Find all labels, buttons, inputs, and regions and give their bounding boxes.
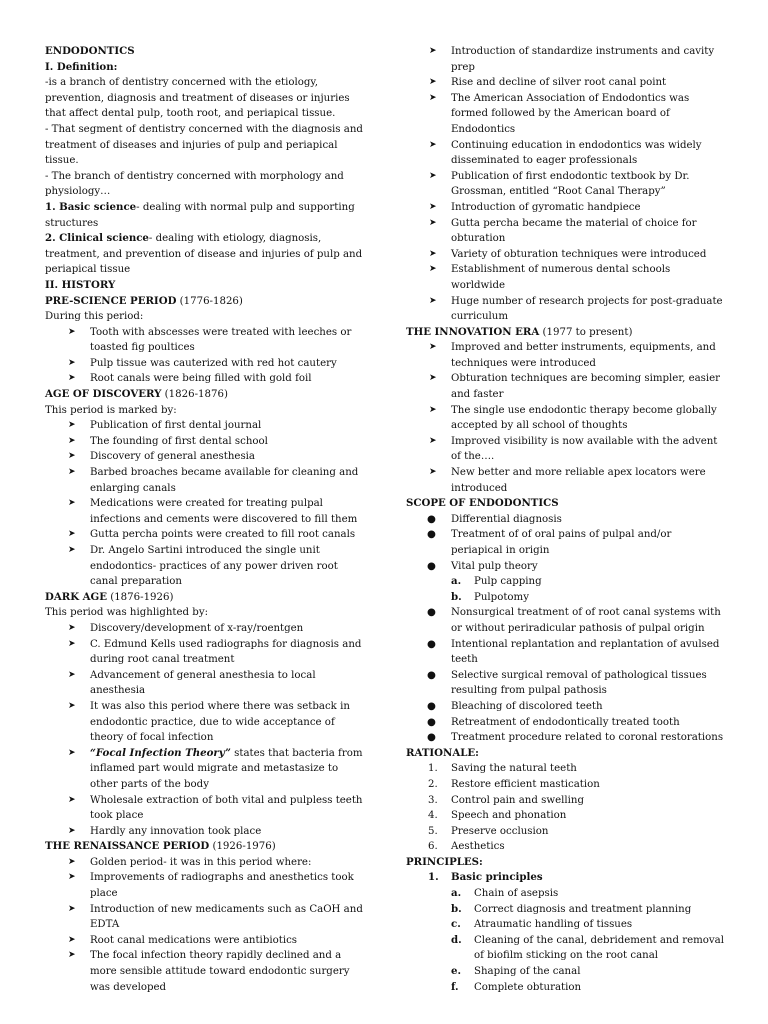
list-item: ➤ Hardly any innovation took place (45, 824, 365, 840)
list-item: ➤ Gutta percha became the material of choice for obturation (429, 217, 697, 245)
basic-science (45, 200, 365, 231)
dark-age-years: (1876-1926) (106, 591, 174, 603)
list-item: ➤ The single use endodontic therapy become globally accepted by all school of thoughts (429, 404, 717, 432)
renaissance-list (45, 855, 365, 995)
dot-bullet-icon: ● (427, 700, 436, 712)
list-item: ➤ Pulp tissue was cauterized with red hot cautery (45, 356, 365, 372)
arrow-bullet-icon: ➤ (68, 545, 76, 555)
arrow-bullet-icon: ➤ (429, 373, 437, 384)
dot-bullet-icon: ● (427, 513, 436, 525)
arrow-bullet-icon: ➤ (429, 467, 437, 478)
arrow-bullet-icon: ➤ (68, 747, 76, 758)
arrow-bullet-icon: ➤ (68, 950, 76, 961)
arrow-bullet-icon: ➤ (68, 794, 76, 805)
clinical-science (45, 231, 365, 278)
list-item: ➤ Golden period- it was in this period where: (45, 855, 365, 871)
discovery-title: AGE OF DISCOVERY (45, 388, 162, 401)
vital-pulp-sublist (406, 574, 726, 605)
list-item: ➤ Improved visibility is now available with the advent of the…. (429, 435, 718, 463)
pre-science-heading (45, 294, 365, 310)
arrow-bullet-icon: ➤ (68, 326, 76, 337)
list-item: ● Intentional replantation and replantation of avulsed teeth (427, 638, 720, 666)
rationale-heading: RATIONALE: (406, 746, 479, 759)
innovation-years: (1977 to present) (539, 326, 633, 338)
list-item: 2. Restore efficient mastication (428, 778, 600, 790)
principles-heading: PRINCIPLES: (406, 855, 483, 868)
arrow-bullet-icon: ➤ (68, 825, 76, 836)
list-item: ➤ The founding of first dental school (45, 434, 365, 450)
list-item: ➤ Tooth with abscesses were treated with leeches or toasted fig poultices (68, 326, 352, 354)
arrow-bullet-icon: ➤ (68, 903, 76, 914)
dot-bullet-icon: ● (427, 716, 436, 728)
arrow-bullet-icon: ➤ (68, 435, 76, 446)
list-item: 3. Control pain and swelling (428, 794, 584, 806)
arrow-bullet-icon: ➤ (429, 46, 437, 56)
list-item: ➤ Advancement of general anesthesia to local anesthesia (68, 669, 316, 697)
list-item: ➤ Introduction of new medicaments such as CaOH and EDTA (68, 903, 363, 931)
list-item: 6. Aesthetics (428, 841, 505, 853)
list-item: ➤ It was also this period where there was setback in endodontic practice, due to wide acceptance of theory of focal infection (68, 700, 350, 744)
arrow-bullet-icon: ➤ (68, 638, 76, 649)
list-item: c. Atraumatic handling of tissues (451, 918, 633, 931)
definition-1: -is a branch of dentistry concerned with the etiology, prevention, diagnosis and treatment of diseases or injuries that affect dental pulp, tooth root, and periapical tissue. (45, 77, 350, 120)
arrow-bullet-icon: ➤ (68, 622, 76, 633)
renaissance-list-continued (406, 44, 726, 325)
pre-science-intro: During this period: (45, 311, 144, 323)
discovery-heading (45, 387, 365, 403)
list-item: ➤ Barbed broaches became available for cleaning and enlarging canals (68, 467, 359, 494)
arrow-bullet-icon: ➤ (68, 467, 76, 478)
list-item: ➤ Dr. Angelo Sartini introduced the single unit endodontics- practices of any power driven root canal preparation (68, 545, 338, 588)
list-item: ➤ Rise and decline of silver root canal point (406, 75, 726, 91)
doc-title: ENDODONTICS (45, 45, 135, 57)
list-item: f. Complete obturation (451, 980, 582, 993)
definition-heading: I. Definition: (45, 60, 118, 73)
renaissance-years: (1926-1976) (209, 841, 276, 853)
list-item: ➤ Introduction of gyromatic handpiece (406, 200, 726, 216)
list-item: ➤ Continuing education in endodontics was widely disseminated to eager professionals (429, 139, 702, 167)
arrow-bullet-icon: ➤ (68, 357, 76, 368)
list-item: e. Shaping of the canal (451, 965, 581, 978)
renaissance-title: THE RENAISSANCE PERIOD (45, 840, 210, 853)
discovery-intro: This period is marked by: (45, 404, 177, 416)
list-item: ➤ Improved and better instruments, equipments, and techniques were introduced (429, 342, 716, 369)
list-item: ● Selective surgical removal of pathological tissues resulting from pulpal pathosis (427, 669, 707, 697)
arrow-bullet-icon: ➤ (68, 700, 76, 711)
rationale-list (406, 761, 726, 855)
clinical-science-label: 2. Clinical science (45, 232, 149, 245)
list-item: ➤ Introduction of standardize instruments and cavity prep (429, 46, 715, 73)
arrow-bullet-icon: ➤ (429, 201, 437, 212)
list-item: 5. Preserve occlusion (428, 825, 549, 837)
arrow-bullet-icon: ➤ (429, 264, 437, 275)
list-item: ➤ “Focal Infection Theory” states that bacteria from inflamed part would migrate and metastasize to other parts of the body (68, 746, 363, 790)
dark-age-intro: This period was highlighted by: (45, 607, 209, 619)
principles-list (406, 886, 726, 995)
pre-science-list (45, 325, 365, 387)
arrow-bullet-icon: ➤ (68, 529, 76, 540)
list-item: ➤ Wholesale extraction of both vital and pulpless teeth took place (68, 794, 363, 822)
list-item: ➤ Gutta percha points were created to fill root canals (45, 527, 365, 543)
arrow-bullet-icon: ➤ (429, 170, 437, 181)
list-item: ● Retreatment of endodontically treated tooth (406, 715, 726, 731)
list-item: b. Correct diagnosis and treatment planning (451, 902, 692, 915)
list-item: ➤ Publication of first dental journal (45, 418, 365, 434)
list-item: ➤ Discovery of general anesthesia (45, 449, 365, 465)
pre-science-years: (1776-1826) (176, 295, 243, 307)
dot-bullet-icon: ● (427, 669, 436, 681)
list-item: ➤ Improvements of radiographs and anesthetics took place (68, 872, 354, 900)
list-item: ➤ New better and more reliable apex locators were introduced (429, 467, 706, 494)
arrow-bullet-icon: ➤ (429, 92, 437, 103)
list-item: ➤ Publication of first endodontic textbook by Dr. Grossman, entitled “Root Canal Therapy” (429, 170, 690, 198)
list-item: ● Vital pulp theory a. Pulp capping b. Pulpotomy (406, 559, 726, 606)
arrow-bullet-icon: ➤ (68, 498, 76, 509)
arrow-bullet-icon: ➤ (68, 669, 76, 680)
right-column (406, 44, 726, 995)
arrow-bullet-icon: ➤ (429, 404, 437, 415)
list-item: ➤ Root canal medications were antibiotics (45, 933, 365, 949)
dot-bullet-icon: ● (427, 529, 436, 541)
dot-bullet-icon: ● (427, 732, 436, 744)
list-item: ➤ Discovery/development of x-ray/roentgen (45, 621, 365, 637)
list-item: ➤ Variety of obturation techniques were introduced (406, 247, 726, 263)
scope-list (406, 512, 726, 746)
arrow-bullet-icon: ➤ (68, 934, 76, 945)
dot-bullet-icon: ● (427, 607, 436, 619)
arrow-bullet-icon: ➤ (429, 248, 437, 259)
list-item: ➤ C. Edmund Kells used radiographs for diagnosis and during root canal treatment (68, 638, 362, 666)
arrow-bullet-icon: ➤ (68, 872, 76, 883)
innovation-title: THE INNOVATION ERA (406, 325, 540, 338)
discovery-list (45, 418, 365, 590)
list-item: 4. Speech and phonation (428, 810, 567, 822)
list-item: ● Differential diagnosis (406, 512, 726, 528)
list-item: ● Treatment of of oral pains of pulpal and/or periapical in origin (427, 529, 672, 556)
arrow-bullet-icon: ➤ (68, 420, 76, 431)
basic-science-label: 1. Basic science (45, 200, 137, 213)
clinical-science-text: - dealing with etiology, diagnosis, treatment, and prevention of disease and injuries of pulp and periapical tissue (45, 233, 363, 276)
dark-age-title: DARK AGE (45, 590, 107, 603)
definition-3: - The branch of dentistry concerned with morphology and physiology… (45, 170, 344, 198)
list-item: d. Cleaning of the canal, debridement and removal of biofilm sticking on the root canal (451, 933, 725, 962)
list-item: ● Bleaching of discolored teeth (406, 699, 726, 715)
pre-science-title: PRE-SCIENCE PERIOD (45, 294, 177, 307)
basic-science-text: - dealing with normal pulp and supporting structures (45, 201, 355, 229)
arrow-bullet-icon: ➤ (68, 373, 76, 384)
list-item: ➤ Obturation techniques are becoming simpler, easier and faster (429, 373, 721, 401)
list-item: ➤ The American Association of Endodontics was formed followed by the American board of Endodontics (429, 92, 690, 135)
basic-principles: 1. Basic principles (428, 871, 543, 884)
list-item: 1. Saving the natural teeth (428, 763, 577, 775)
list-item: ➤ Root canals were being filled with gold foil (45, 371, 365, 387)
innovation-heading (406, 325, 726, 341)
list-item: ➤ The focal infection theory rapidly declined and a more sensible attitude toward endodontic surgery was developed (68, 950, 350, 993)
dark-age-list (45, 621, 365, 839)
list-item: b. Pulpotomy (451, 590, 529, 603)
arrow-bullet-icon: ➤ (429, 435, 437, 446)
list-item: ● Nonsurgical treatment of of root canal systems with or without periradicular pathosis of pulpal origin (427, 607, 721, 634)
innovation-list (406, 340, 726, 496)
left-column (45, 44, 365, 995)
renaissance-heading (45, 839, 365, 855)
arrow-bullet-icon: ➤ (429, 217, 437, 228)
list-item: a. Chain of asepsis (451, 887, 559, 900)
definition-2: - That segment of dentistry concerned with the diagnosis and treatment of diseases and injuries of pulp and periapical tissue. (45, 123, 363, 167)
dot-bullet-icon: ● (427, 638, 436, 650)
scope-heading: SCOPE OF ENDODONTICS (406, 497, 559, 510)
list-item: ➤ Huge number of research projects for post-graduate curriculum (429, 295, 723, 323)
list-item: ➤ Medications were created for treating pulpal infections and cements were discovered to fill them (68, 498, 358, 525)
list-item: ➤ Establishment of numerous dental schools worldwide (429, 264, 671, 291)
arrow-bullet-icon: ➤ (429, 342, 437, 353)
dark-age-heading (45, 590, 365, 606)
history-heading: II. HISTORY (45, 278, 116, 291)
arrow-bullet-icon: ➤ (429, 295, 437, 306)
discovery-years: (1826-1876) (161, 389, 228, 401)
arrow-bullet-icon: ➤ (68, 451, 76, 462)
arrow-bullet-icon: ➤ (429, 77, 437, 88)
list-item: ● Treatment procedure related to coronal restorations (406, 730, 726, 746)
dot-bullet-icon: ● (427, 560, 436, 572)
list-item: a. Pulp capping (451, 575, 542, 588)
arrow-bullet-icon: ➤ (68, 856, 76, 867)
arrow-bullet-icon: ➤ (429, 139, 437, 150)
